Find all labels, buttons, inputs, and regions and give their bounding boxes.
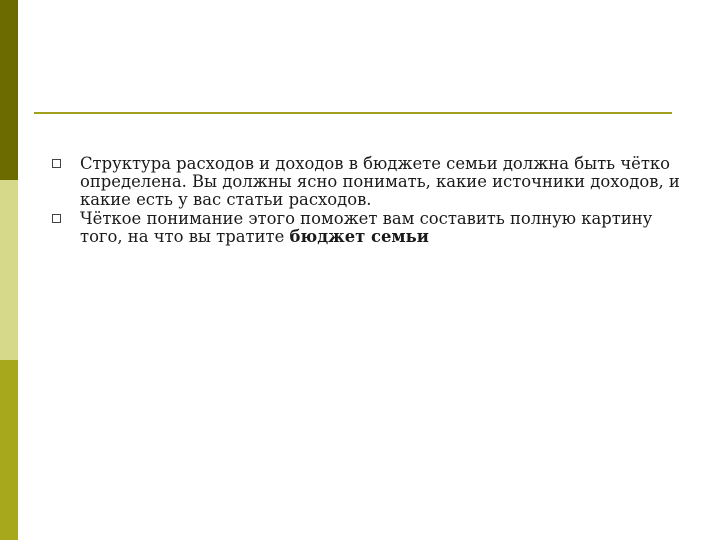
square-bullet-icon: [52, 159, 61, 168]
bullet-item: [50, 210, 690, 246]
square-bullet-icon: [52, 214, 61, 223]
bullet-list: [50, 155, 690, 246]
side-bar-top: [0, 0, 18, 180]
title-divider: [34, 112, 672, 114]
side-bar-middle: [0, 180, 18, 360]
bullet-text: Структура расходов и доходов в бюджете семьи должна быть чётко определена. Вы должны ясно понимать, какие источники доходов, и какие есть у вас статьи расходов.: [80, 154, 680, 210]
side-bar-bottom: [0, 360, 18, 540]
bullet-text: Чёткое понимание этого поможет вам составить полную картину того, на что вы тратите: [80, 208, 653, 246]
bullet-item: [50, 155, 690, 210]
bullet-bold-text: бюджет семьи: [289, 226, 429, 246]
